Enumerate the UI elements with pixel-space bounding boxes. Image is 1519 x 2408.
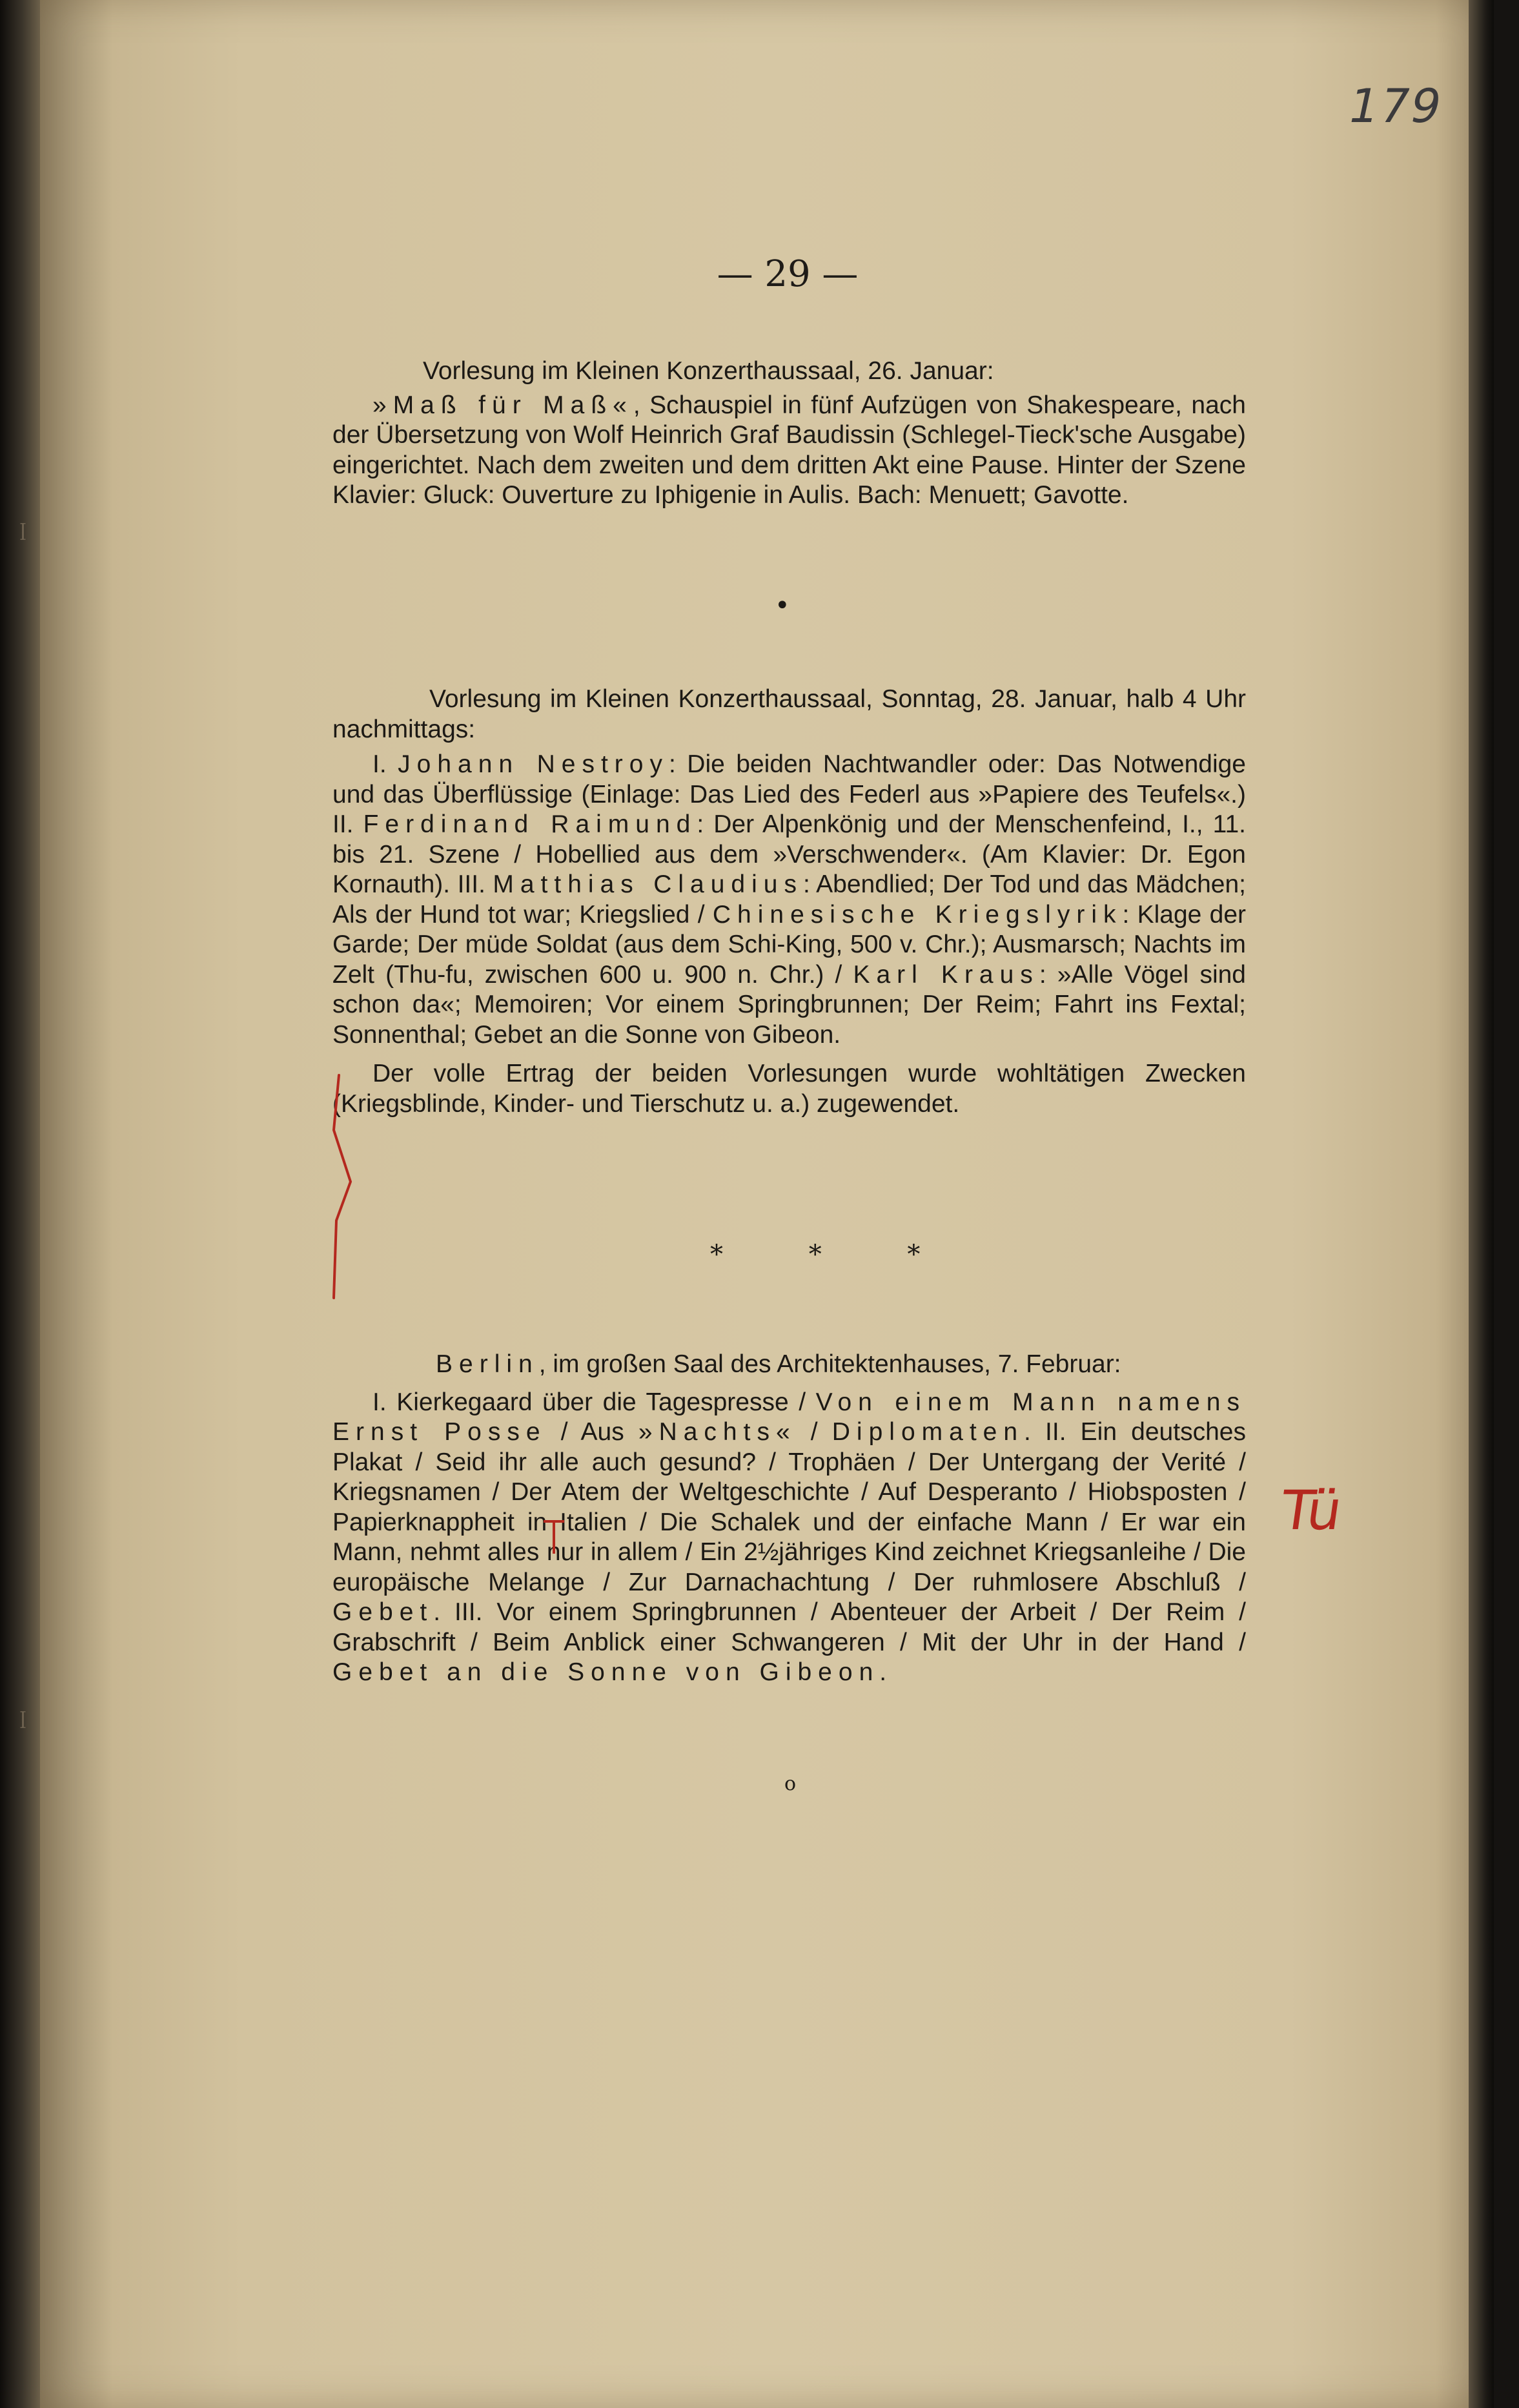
author-raimund: Ferdinand Raimund xyxy=(363,810,697,838)
section-heading: Vorlesung im Kleinen Konzerthaussaal, 26. Januar: xyxy=(423,357,994,385)
play-title: »Maß für Maß« xyxy=(372,391,633,419)
section-masz-fuer-masz xyxy=(332,356,1246,511)
margin-note: Tü xyxy=(1277,1479,1346,1542)
spine-mark: ꟾ xyxy=(19,1711,27,1733)
page-number: — 29 — xyxy=(717,253,859,295)
section-heading: Berlin, im großen Saal des Architektenhauses, 7. Februar: xyxy=(436,1350,1121,1378)
folio-number: 179 xyxy=(1343,79,1448,133)
page-edge xyxy=(1469,0,1494,2408)
city-name: Berlin xyxy=(436,1350,539,1378)
section-separator: * * * xyxy=(710,1240,959,1270)
section-berlin xyxy=(332,1350,1246,1688)
section-nestroy-raimund xyxy=(332,684,1246,1119)
section-heading: Vorlesung im Kleinen Konzerthaussaal, Sonntag, 28. Januar, halb 4 Uhr nachmittags: xyxy=(332,685,1246,743)
program-list: I. Johann Nestroy: Die beiden Nachtwandler oder: Das Notwendige und das Überflüssige (Einlage: Das Lied des Federl aus »Papiere des Teufels«.) II. Ferdinand Raimund: Der Alpenkönig und der Menschenfeind, I., 11. bis 21. Szene / Hobellied aus dem »Verschwender«. (Am Klavier: Dr. Egon Kornauth). III. Matthias Claudius: Abendlied; Der Tod und das Mädchen; Als der Hund tot war; Kriegslied / Chinesische Kriegslyrik: Klage der Garde; Der müde Soldat (aus dem Schi-King, 500 v. Chr.); Ausmarsch; Nachts im Zelt (Thu-fu, zwischen 600 u. 900 n. Chr.) / Karl Kraus: »Alle Vögel sind schon da«; Memoiren; Vor einem Springbrunnen; Der Reim; Fahrt ins Fextal; Sonnenthal; Gebet an die Sonne von Gibeon. xyxy=(332,750,1247,1049)
author-kraus: Karl Kraus xyxy=(853,960,1039,989)
ink-dot: o xyxy=(784,1773,797,1795)
book-spine xyxy=(0,0,40,2408)
section-body: »Maß für Maß«, Schauspiel in fünf Aufzügen von Shakespeare, nach der Übersetzung von Wolf Heinrich Graf Baudissin (Schlegel-Tieck'sche Ausgabe) eingerichtet. Nach dem zweiten und dem dritten Akt eine Pause. Hinter der Szene Klavier: Gluck: Ouverture zu Iphigenie in Aulis. Bach: Menuett; Gavotte. xyxy=(332,391,1246,509)
red-insertion-mark xyxy=(541,1518,567,1556)
red-bracket-mark xyxy=(320,1072,358,1304)
program-list: I. Kierkegaard über die Tagespresse / Von einem Mann namens Ernst Posse / Aus »Nachts« / Diplomaten. II. Ein deutsches Plakat / Seid ihr alle auch gesund? / Trophäen / Der Untergang der Verité / Kriegsnamen / Der Atem der Weltgeschichte / Auf Desperanto / Hiobsposten / Papierknappheit in Italien / Die Schalek und der einfache Mann / Er war ein Mann, nehmt alles nur in allem / Ein 2½jähriges Kind zeichnet Kriegsanleihe / Die europäische Melange / Zur Darnachachtung / Der ruhmlosere Abschluß / Gebet. III. Vor einem Springbrunnen / Abenteuer der Arbeit / Der Reim / Grabschrift / Beim Anblick einer Schwangeren / Mit der Uhr in der Hand / Gebet an die Sonne von Gibeon. xyxy=(332,1388,1246,1686)
proceeds-note: Der volle Ertrag der beiden Vorlesungen wurde wohltätigen Zwecken (Kriegsblinde, Kinder- und Tierschutz u. a.) zugewendet. xyxy=(332,1060,1246,1118)
author-claudius: Matthias Claudius xyxy=(493,870,803,898)
chinese-lyric-heading: Chinesische Kriegslyrik xyxy=(712,900,1123,929)
spine-mark: ꟾ xyxy=(19,523,27,544)
ink-dot: • xyxy=(775,591,790,621)
author-nestroy: Johann Nestroy xyxy=(398,750,669,778)
